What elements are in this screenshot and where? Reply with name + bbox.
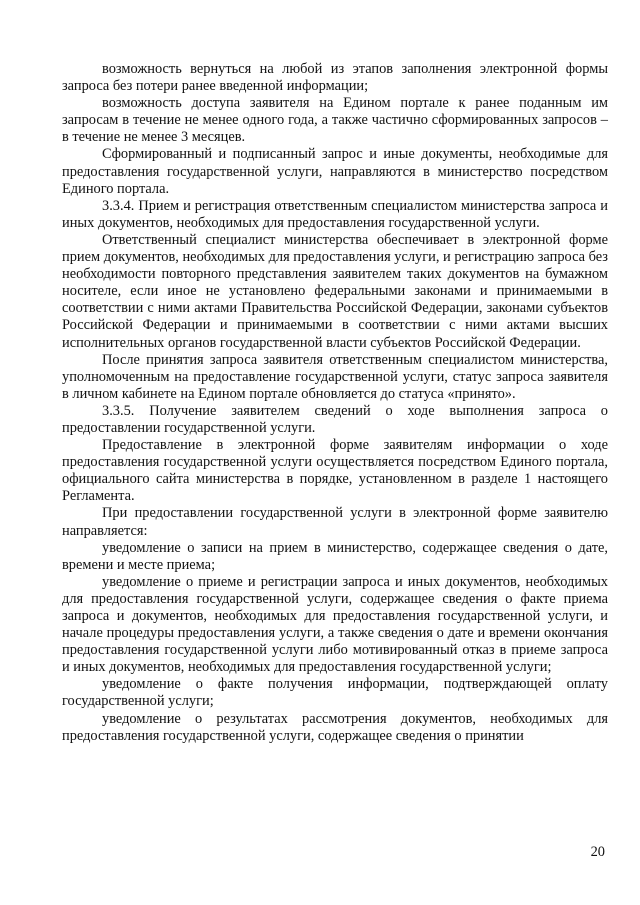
paragraph: После принятия запроса заявителя ответственным специалистом министерства, уполномоченным на предоставление государственной услуги, статус запроса заявителя в личном кабинете на Едином портале обновляется до статуса «принято». [62,351,608,402]
paragraph: Сформированный и подписанный запрос и иные документы, необходимые для предоставления государственной услуги, направляются в министерство посредством Единого портала. [62,146,608,197]
paragraph: 3.3.4. Прием и регистрация ответственным специалистом министерства запроса и иных документов, необходимых для предоставления государственной услуги. [62,197,608,231]
page-number: 20 [590,844,605,860]
paragraph: возможность вернуться на любой из этапов заполнения электронной формы запроса без потери ранее введенной информации; [62,61,608,95]
paragraph: При предоставлении государственной услуги в электронной форме заявителю направляется: [62,505,608,539]
paragraph: уведомление о приеме и регистрации запроса и иных документов, необходимых для предоставления государственной услуги, содержащее сведения о факте приема запроса и документов, необходимых для предоставления государственной услуги, и начале процедуры предоставления услуги, а также сведения о дате и времени окончания предоставления государственной услуги либо мотивированный отказ в приеме запроса и иных документов, необходимых для предоставления государственной услуги; [62,573,608,676]
paragraph: уведомление о результатах рассмотрения документов, необходимых для предоставления государственной услуги, содержащее сведения о принятии [62,710,608,744]
paragraph: 3.3.5. Получение заявителем сведений о ходе выполнения запроса о предоставлении государственной услуги. [62,402,608,436]
paragraph: Предоставление в электронной форме заявителям информации о ходе предоставления государственной услуги осуществляется посредством Единого портала, официального сайта министерства в порядке, установленном в разделе 1 настоящего Регламента. [62,437,608,505]
body-text [62,61,608,745]
paragraph: уведомление о записи на прием в министерство, содержащее сведения о дате, времени и месте приема; [62,539,608,573]
paragraph: возможность доступа заявителя на Едином портале к ранее поданным им запросам в течение не менее одного года, а также частично сформированных запросов – в течение не менее 3 месяцев. [62,95,608,146]
paragraph: Ответственный специалист министерства обеспечивает в электронной форме прием документов, необходимых для предоставления услуги, и регистрацию запроса без необходимости повторного представления заявителем таких документов на бумажном носителе, если иное не установлено федеральными законами и принимаемыми в соответствии с ними актами Правительства Российской Федерации, законами субъектов Российской Федерации и принимаемыми в соответствии с ними актами высших исполнительных органов государственной власти субъектов Российской Федерации. [62,231,608,351]
paragraph: уведомление о факте получения информации, подтверждающей оплату государственной услуги; [62,676,608,710]
